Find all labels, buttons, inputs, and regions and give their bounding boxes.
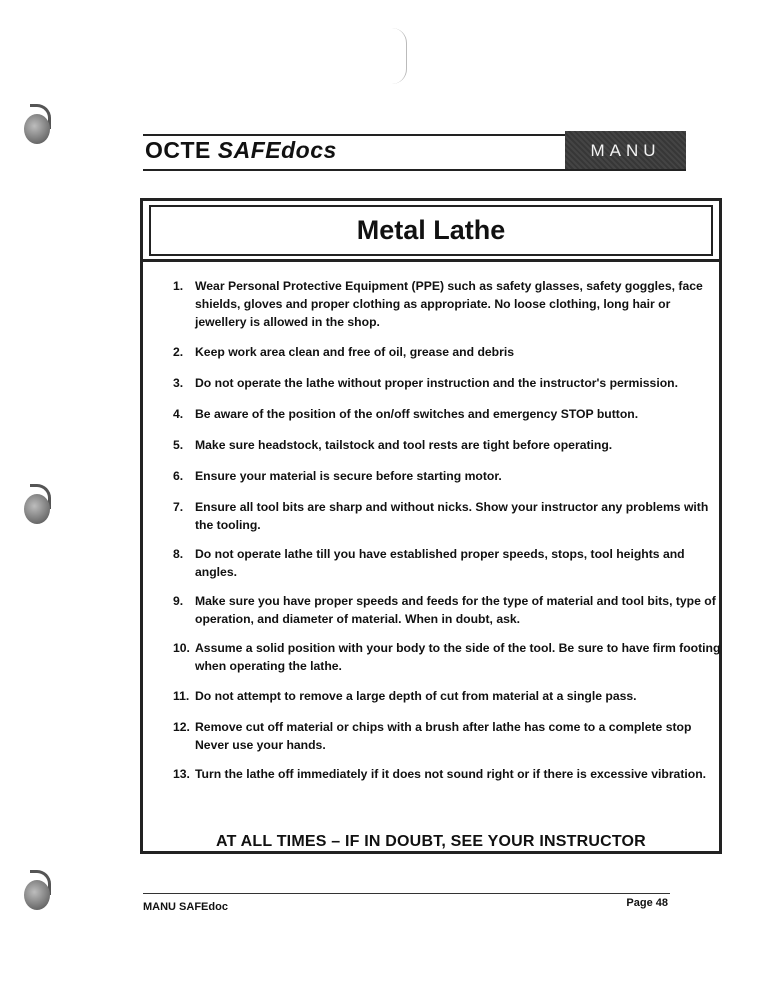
header-rule [143,134,573,136]
title-box [149,205,713,256]
binder-hole-icon [22,870,52,912]
list-item [173,639,721,675]
footer-rule [143,893,670,894]
rule-number: 6. [173,469,184,483]
rule-text: Do not operate lathe till you have established proper speeds, stops, tool heights and angles. [195,547,685,579]
scan-artifact [392,28,407,84]
rule-text: Do not attempt to remove a large depth of cut from material at a single pass. [195,689,637,703]
rule-text: button. [593,407,639,421]
binder-hole-icon [22,484,52,526]
list-item [173,277,721,331]
safety-sheet-frame [140,198,722,854]
rule-number: 9. [173,594,184,608]
page-number: Page 48 [626,897,668,909]
title-divider [143,259,719,262]
rule-emphasis: STOP [560,407,594,421]
safety-rules-list [173,277,721,783]
department-badge: MANU [565,131,686,171]
list-item [173,718,721,754]
rule-number: 3. [173,376,184,390]
rule-text: Assume a solid position with your body to the side of the tool. Be sure to have firm footing when operating the lathe. [195,641,721,673]
list-item [173,545,721,581]
header-title-plain: OCTE [145,137,218,163]
rule-number: 12. [173,720,190,734]
list-item [173,765,721,783]
list-item [173,374,721,392]
page-footer [143,893,670,923]
header-rule [143,169,686,171]
rule-number: 11. [173,689,190,703]
rule-number: 1. [173,279,184,293]
header-title-italic: SAFEdocs [217,137,337,163]
rule-text: Turn the lathe off immediately if it does not sound right or if there is excessive vibration. [195,767,707,781]
list-item [173,343,721,361]
instructor-callout: AT ALL TIMES – IF IN DOUBT, SEE YOUR INSTRUCTOR [216,833,646,850]
document-header [143,133,686,173]
list-item [173,405,721,423]
binder-hole-icon [22,104,52,146]
rule-number: 5. [173,438,184,452]
header-title [145,137,337,164]
rule-text: Do not operate the lathe without proper instruction and the instructor's permission. [195,376,678,390]
rule-text: Ensure your material is secure before starting motor. [195,469,502,483]
rule-text: Wear Personal Protective Equipment (PPE) such as safety glasses, safety goggles, face shields, gloves and proper clothing as appropriate. No loose clothing, long hair or jewellery is allowed in the shop. [195,279,703,329]
list-item [173,467,721,485]
rule-number: 8. [173,547,184,561]
rule-number: 13. [173,767,190,781]
footer-doc-name: MANU SAFEdoc [143,901,228,913]
rule-number: 7. [173,500,184,514]
rule-number: 4. [173,407,184,421]
rule-text: Be aware of the position of the on/off switches and emergency [195,407,561,421]
rule-number: 10. [173,641,190,655]
rule-number: 2. [173,345,184,359]
rule-text: Remove cut off material or chips with a brush after lathe has come to a complete stop Never use your hands. [195,720,692,752]
rule-text: Keep work area clean and free of oil, grease and debris [195,345,515,359]
list-item [173,436,721,454]
rule-text: Make sure headstock, tailstock and tool rests are tight before operating. [195,438,613,452]
page-title: Metal Lathe [356,215,506,245]
rule-text: Ensure all tool bits are sharp and without nicks. Show your instructor any problems with the tooling. [195,500,709,532]
list-item [173,498,721,534]
rule-text: Make sure you have proper speeds and feeds for the type of material and tool bits, type of operation, and diameter of material. When in doubt, ask. [195,594,716,626]
list-item [173,592,721,628]
list-item [173,687,721,705]
